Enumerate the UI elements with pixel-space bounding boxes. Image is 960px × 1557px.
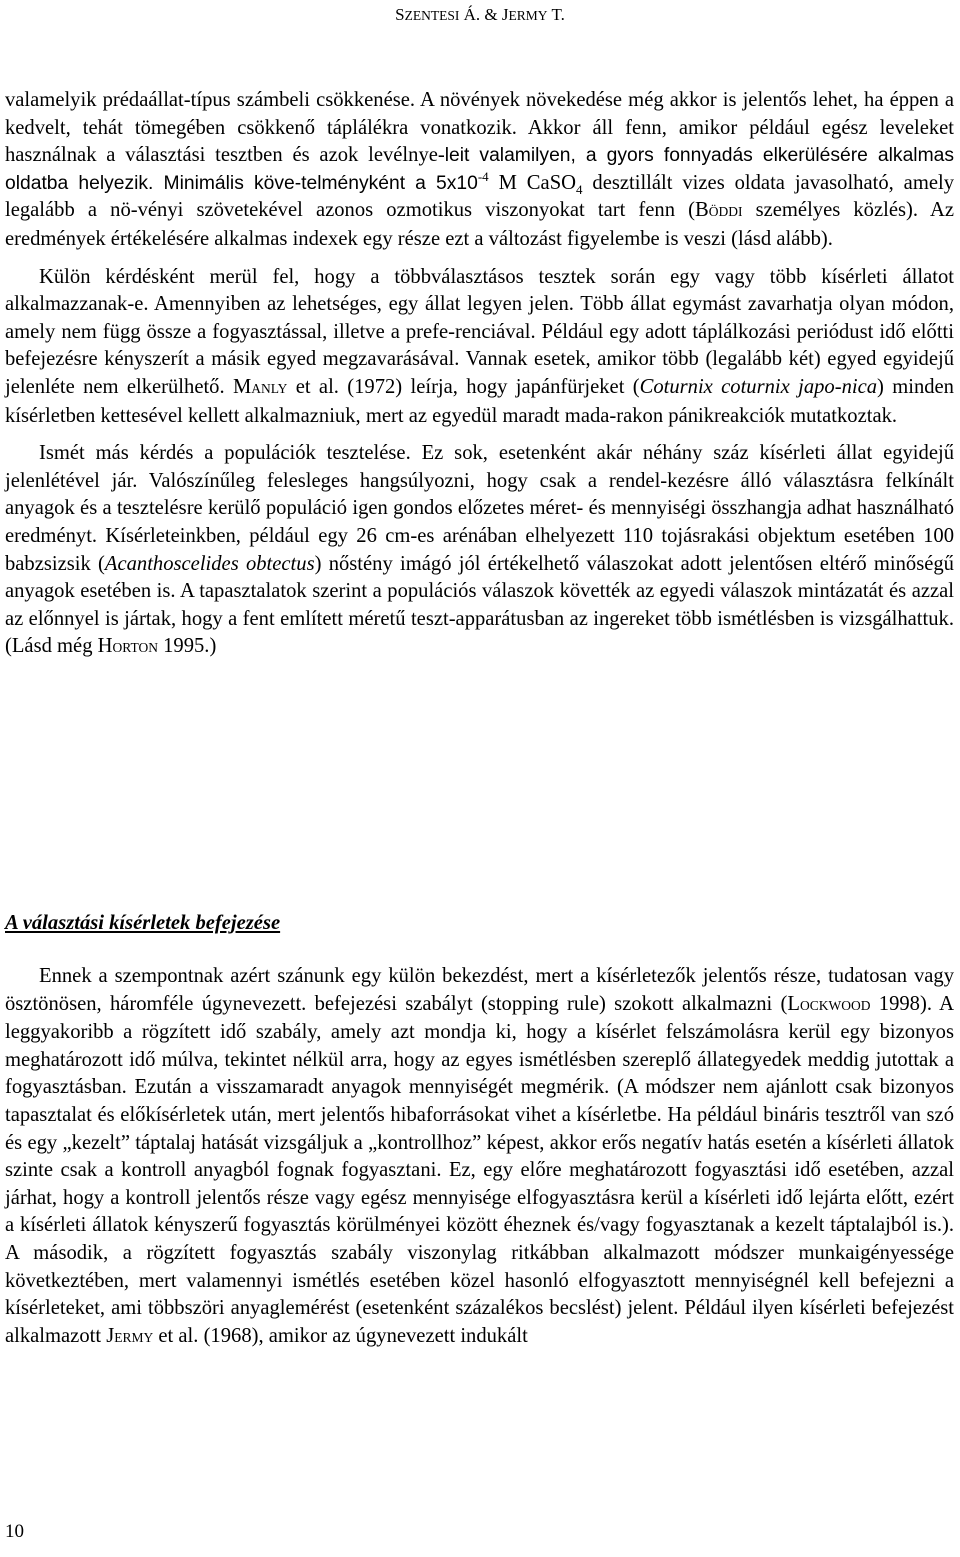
header-suffix: T. xyxy=(547,5,565,24)
p4-smallcaps-1: OCKWOOD xyxy=(800,997,871,1013)
header-author1-rest: ZENTESI xyxy=(404,8,460,23)
p2-species-name: Coturnix coturnix japo-nica xyxy=(639,375,878,398)
header-author2-initial: J xyxy=(501,5,509,24)
paragraph-4 xyxy=(5,963,954,1351)
page-number: 10 xyxy=(5,1521,24,1542)
p1-text-d: desztillált vizes oldata javasolható, amely legalább a nö-vényi szövetekével azonos ozmotikus viszonyokat tart fenn (B xyxy=(5,171,954,222)
section-heading: A választási kísérletek befejezése xyxy=(5,912,281,934)
p1-exponent: -4 xyxy=(477,168,489,184)
header-separator: Á. & xyxy=(459,5,502,24)
p3-text-c: 1995.) xyxy=(157,635,217,658)
p4-text-b: 1998). A leggyakoribb a rögzített idő szabály, amely azt mondja ki, hogy a kísérlet felszámolásra kerül egy bizonyos meghatározott idő múlva, tekintet nélkül arra, hogy az egyes ismétlésben szereplő állategyedek meddig jutottak a fogyasztásban. Ezután a visszamaradt anyagok mennyiségét megmérik. (A módszer nem ajánlott csak bizonyos tapasztalat és előkísérletek után, mert jelentős hibaforrásokat vihet a kísérletbe. Ha például bináris tesztről van szó és egy „kezelt” táptalaj hatását vizsgáljuk a „kontrollhoz” képest, akkor erős negatív hatás esetén a kísérleti állatok szinte csak a kontroll anyagból fognak fogyasztani. Ez, egy előre meghatározott fogyasztási idő esetében, azzal járhat, hogy a kontroll jelentős része vagy egész mennyisége elfogyasztásra kerül a kísérleti idő lejárta előtt, ezért a kísérleti állatok kényszerű fogyasztás körülményei között éheznek és/vagy fogyasztanak a kezelt táptalajból is.). A második, a rögzített fogyasztás szabály viszonylag ritkábban alkalmazott módszer munkaigényessége következtében, mert valamennyi ismétlés esetében közel hasonló elfogyasztott mennyiségnél kell befejezni a kísérleteket, ami többszöri anyaglemérést (esetenként százalékos becslést) jelent. Például ilyen kísérleti befejezést alkalmazott J xyxy=(5,992,954,1347)
paragraph-3 xyxy=(5,440,954,662)
p1-text-c: M CaSO xyxy=(488,171,577,194)
p2-smallcaps: ANLY xyxy=(251,380,288,396)
p4-smallcaps-2: ERMY xyxy=(114,1329,154,1345)
p3-text-a: Ismét más kérdés a populációk tesztelése. Ez sok, esetenként akár néhány száz kísérleti állat egyidejű jelenlétével jár. Valószínűleg felesleges hangsúlyozni, hogy csak a rendel-kezésre álló választásra felkínált anyagok és a tesztelésre kerülő populáció igen gondos előzetes méret- és mennyiségi összhangja adhat használható eredményt. Kísérleteinkben, például egy 26 cm-es arénában elhelyezett 110 tojásrakási objektum esetében 100 babzsizsik ( xyxy=(5,442,954,575)
p4-text-a: Ennek a szempontnak azért szánunk egy külön bekezdést, mert a kísérletezők jelentős része, tudatosan vagy ösztönösen, háromféle úgynevezett. befejezési szabályt (stopping rule) szokott alkalmazni (L xyxy=(5,965,954,1015)
p3-smallcaps: ORTON xyxy=(112,640,158,656)
p3-text-b: ) nőstény imágó jól értékelhető válaszokat adott jelentősen eltérő minőségű anyagok esetében is. A tapasztalatok szerint a populációs válaszok követték az egyedi válaszok mintázatát és azzal az előnnyel is jártak, hogy a fent említett méretű teszt-apparátusban az ingereket több ismétlésben is vizsgálhattuk. (Lásd még H xyxy=(5,552,954,658)
p4-text-c: et al. (1968), amikor az úgynevezett indukált xyxy=(153,1324,528,1347)
p2-text-a: Külön kérdésként merül fel, hogy a többválasztásos tesztek során egy vagy több kísérleti állatot alkalmazzanak-e. Amennyiben az lehetséges, egy állat legyen jelen. Több állat egymást zavarhatja olyan módon, amely nem függ össze a fogyasztással, illetve a prefe-renciával. Például egy adott táplálkozási periódust idő előtti befejezésre kényszerít a másik egyed megzavarásával. Vannak esetek, amikor több (legalább két) egyed egyidejű jelenléte nem elkerülhető. M xyxy=(5,265,954,398)
p1-subscript: 4 xyxy=(576,181,583,197)
header-author1-initial: S xyxy=(395,5,405,24)
p1-text-b: leit valamilyen, a gyors fonnyadás elkerülésére alkalmas oldatba helyezik. Minimális köve-telményként a 5x10 xyxy=(5,145,954,194)
p1-text-e: személyes közlés). Az eredmények értékelésére alkalmas indexek egy része ezt a változást figyelembe is veszi (lásd alább). xyxy=(5,199,954,250)
paragraph-2 xyxy=(5,264,954,431)
body-text-upper xyxy=(5,87,954,662)
p3-species-name: Acanthoscelides obtectus xyxy=(104,552,315,575)
paragraph-1 xyxy=(5,87,954,254)
body-text-lower xyxy=(5,963,954,1351)
header-author2-rest: ERMY xyxy=(508,8,548,23)
running-header xyxy=(0,5,960,25)
p1-text-a: valamelyik prédaállat-típus számbeli csökkenése. A növények növekedése még akkor is jelentős lehet, ha éppen a kedvelt, tehát tömegében csökkenő táplálékra vonatkozik. Akkor áll fenn, amikor például egész leveleket használnak a választási tesztben és azok levélnye- xyxy=(5,89,954,167)
p2-text-b: et al. (1972) leírja, hogy japánfürjeket ( xyxy=(287,375,640,398)
p2-text-c: ) minden kísérletben kettesével kellett alkalmazniuk, mert az egyedül maradt mada-rakon pánikreakciók mutatkoztak. xyxy=(5,375,954,427)
p1-smallcaps: ÖDDI xyxy=(708,204,743,220)
